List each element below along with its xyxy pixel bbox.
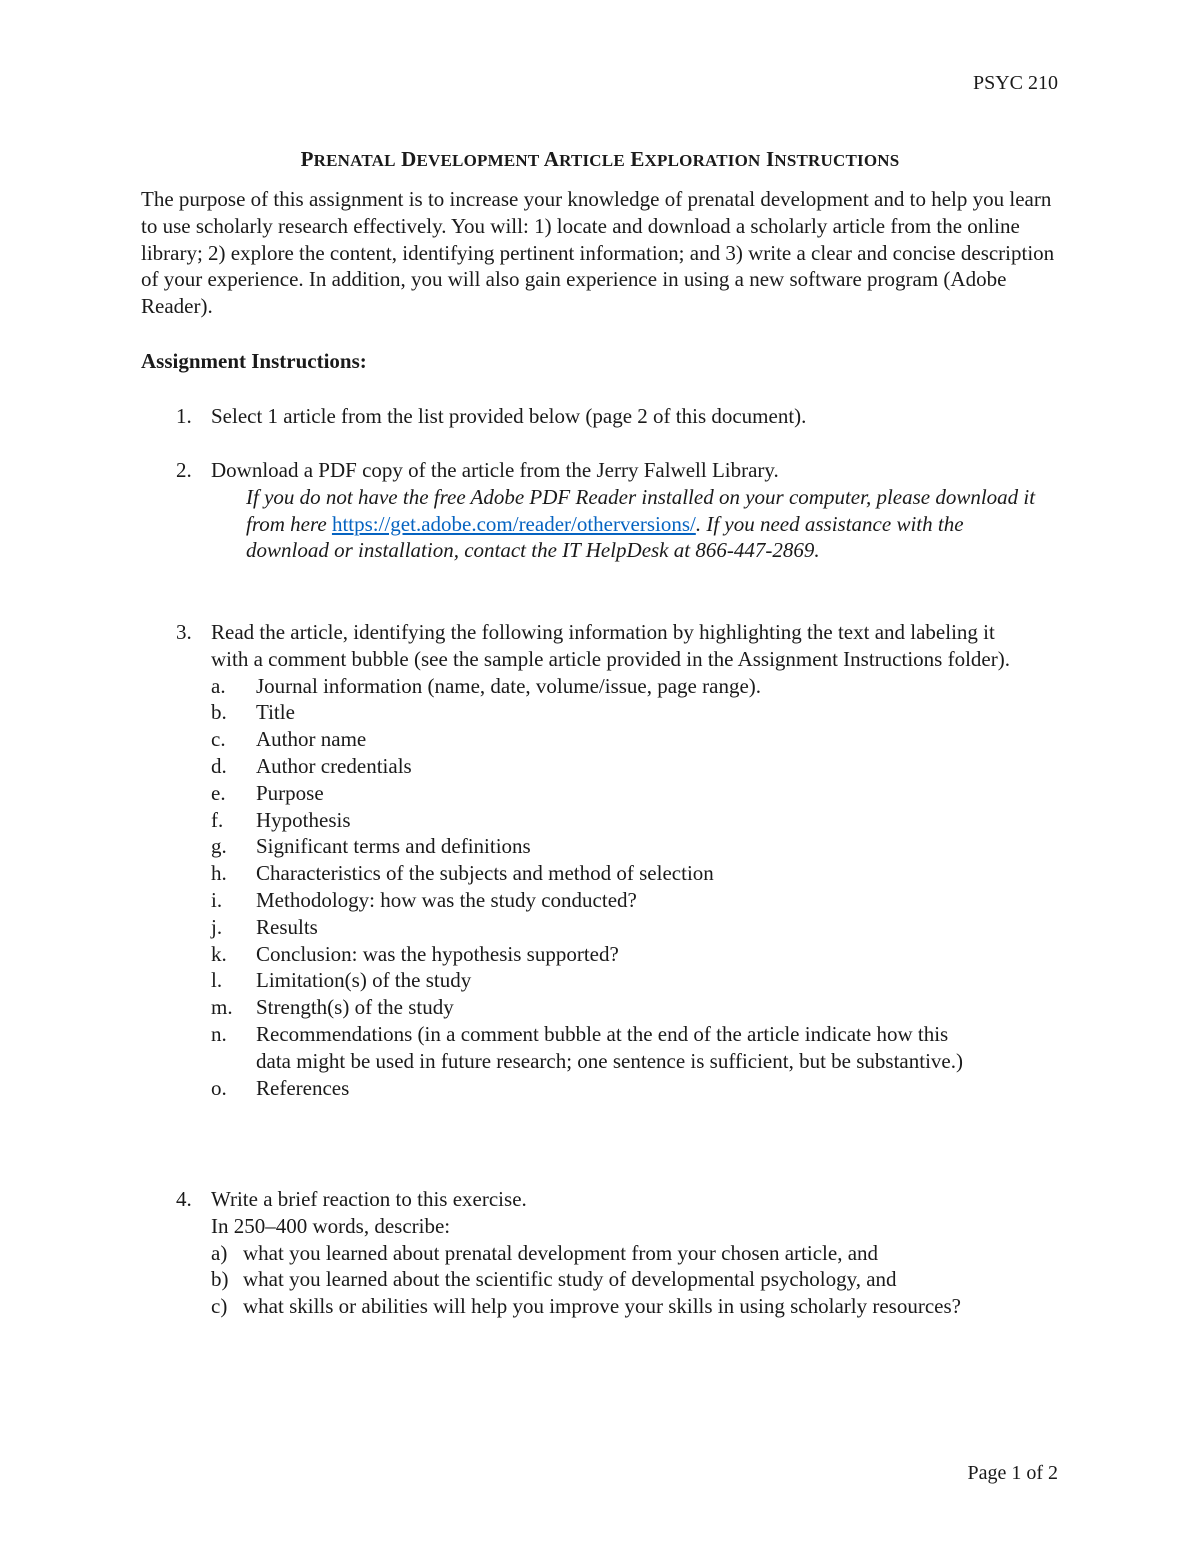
list-letter: c)	[211, 1294, 228, 1319]
list-item-text: Significant terms and definitions	[256, 834, 531, 859]
list-letter: b.	[211, 700, 227, 725]
step-4	[141, 1186, 1061, 1320]
step-number: 4.	[176, 1187, 192, 1211]
note-text-before: If you do not have the free Adobe PDF Reader installed on your computer, please download it from here	[246, 484, 1036, 536]
list-item-text: Purpose	[256, 780, 324, 805]
list-item	[141, 1266, 991, 1293]
step-text: Read the article, identifying the following information by highlighting the text and labeling it with a comment bubble (see the sample article provided in the Assignment Instructions folder).	[211, 620, 1010, 671]
list-item-text: Results	[256, 914, 318, 939]
article-info-list	[176, 673, 966, 1102]
list-item-text: Limitation(s) of the study	[256, 968, 472, 993]
list-item	[176, 726, 966, 753]
reaction-list	[141, 1240, 991, 1320]
section-heading: Assignment Instructions:	[141, 349, 367, 373]
title-word-4-cap: E	[630, 147, 645, 171]
title-word-2-cap: D	[401, 147, 417, 171]
list-letter: k.	[211, 941, 227, 966]
list-letter: a)	[211, 1240, 228, 1265]
list-item	[176, 807, 966, 834]
title-word-1-cap: P	[300, 147, 314, 171]
list-item-text: Title	[256, 700, 295, 725]
list-item	[176, 941, 966, 968]
list-item	[176, 967, 966, 994]
list-letter: g.	[211, 834, 227, 859]
title-word-5-rest: NSTRUCTIONS	[774, 151, 900, 170]
list-item	[176, 673, 966, 700]
list-item	[176, 994, 966, 1021]
adobe-download-link[interactable]: https://get.adobe.com/reader/otherversions/	[331, 511, 696, 536]
step-text: Write a brief reaction to this exercise.	[211, 1187, 527, 1211]
title-word-3-cap: A	[543, 147, 560, 171]
list-item-text: Methodology: how was the study conducted?	[256, 887, 637, 912]
list-letter: f.	[211, 807, 224, 832]
list-item-text: Hypothesis	[256, 807, 351, 832]
list-letter: d.	[211, 753, 227, 778]
list-item	[176, 833, 966, 860]
list-item	[176, 914, 966, 941]
list-item-text: what skills or abilities will help you improve your skills in using scholarly resources?	[243, 1294, 961, 1319]
list-item	[176, 1075, 966, 1102]
document-title	[0, 146, 1200, 175]
list-letter: l.	[211, 968, 223, 993]
list-item-text: what you learned about the scientific study of developmental psychology, and	[243, 1267, 897, 1292]
step-number: 2.	[176, 458, 192, 482]
list-item	[176, 780, 966, 807]
list-item-text: References	[256, 1075, 350, 1100]
list-letter: c.	[211, 727, 226, 752]
list-letter: h.	[211, 861, 227, 886]
list-letter: n.	[211, 1021, 227, 1046]
step-text: Download a PDF copy of the article from the Jerry Falwell Library.	[211, 458, 779, 482]
step-number: 1.	[176, 404, 192, 428]
list-letter: i.	[211, 887, 223, 912]
step-number: 3.	[176, 620, 192, 644]
list-item	[176, 753, 966, 780]
step-2	[141, 457, 1061, 564]
list-item-text: Recommendations (in a comment bubble at the end of the article indicate how this data might be used in future research; one sentence is sufficient, but be substantive.)	[256, 1021, 963, 1073]
list-item-text: Author name	[256, 727, 367, 752]
intro-paragraph: The purpose of this assignment is to increase your knowledge of prenatal development and to help you learn to use scholarly research effectively. You will: 1) locate and download a scholarly article from the online library; 2) explore the content, identifying pertinent information; and 3) write a clear and concise description of your experience. In addition, you will also gain experience in using a new software program (Adobe Reader).	[141, 187, 1055, 319]
list-item-text: Author credentials	[256, 753, 412, 778]
title-word-1-rest: RENATAL	[313, 151, 396, 170]
title-word-3-rest: RTICLE	[559, 151, 625, 170]
list-item	[176, 1021, 966, 1075]
list-item	[176, 860, 966, 887]
list-item-text: what you learned about prenatal development from your chosen article, and	[243, 1240, 879, 1265]
note-text-after: . If you need assistance with the download or installation, contact the IT HelpDesk at 866-447-2869.	[246, 511, 964, 563]
step-note	[246, 484, 1036, 564]
list-letter: j.	[211, 914, 223, 939]
list-item-text: Strength(s) of the study	[256, 995, 454, 1020]
list-item	[141, 1293, 991, 1320]
list-letter: a.	[211, 673, 226, 698]
step-subtext: In 250–400 words, describe:	[211, 1213, 451, 1238]
step-1	[141, 403, 1061, 430]
list-item	[176, 699, 966, 726]
list-item-text: Characteristics of the subjects and method of selection	[256, 861, 714, 886]
list-item-text: Conclusion: was the hypothesis supported?	[256, 941, 619, 966]
title-word-4-rest: XPLORATION	[644, 151, 761, 170]
page-number: Page 1 of 2	[967, 1462, 1058, 1484]
list-item-text: Journal information (name, date, volume/issue, page range).	[256, 673, 762, 698]
list-item	[141, 1240, 991, 1267]
list-letter: e.	[211, 780, 226, 805]
page-header-course: PSYC 210	[972, 72, 1058, 94]
title-word-2-rest: EVELOPMENT	[416, 151, 540, 170]
list-item	[176, 887, 966, 914]
step-text: Select 1 article from the list provided below (page 2 of this document).	[211, 404, 807, 428]
title-word-5-cap: I	[765, 147, 775, 171]
step-3	[141, 619, 1061, 1101]
list-letter: o.	[211, 1075, 227, 1100]
list-letter: m.	[211, 995, 233, 1020]
list-letter: b)	[211, 1267, 229, 1292]
